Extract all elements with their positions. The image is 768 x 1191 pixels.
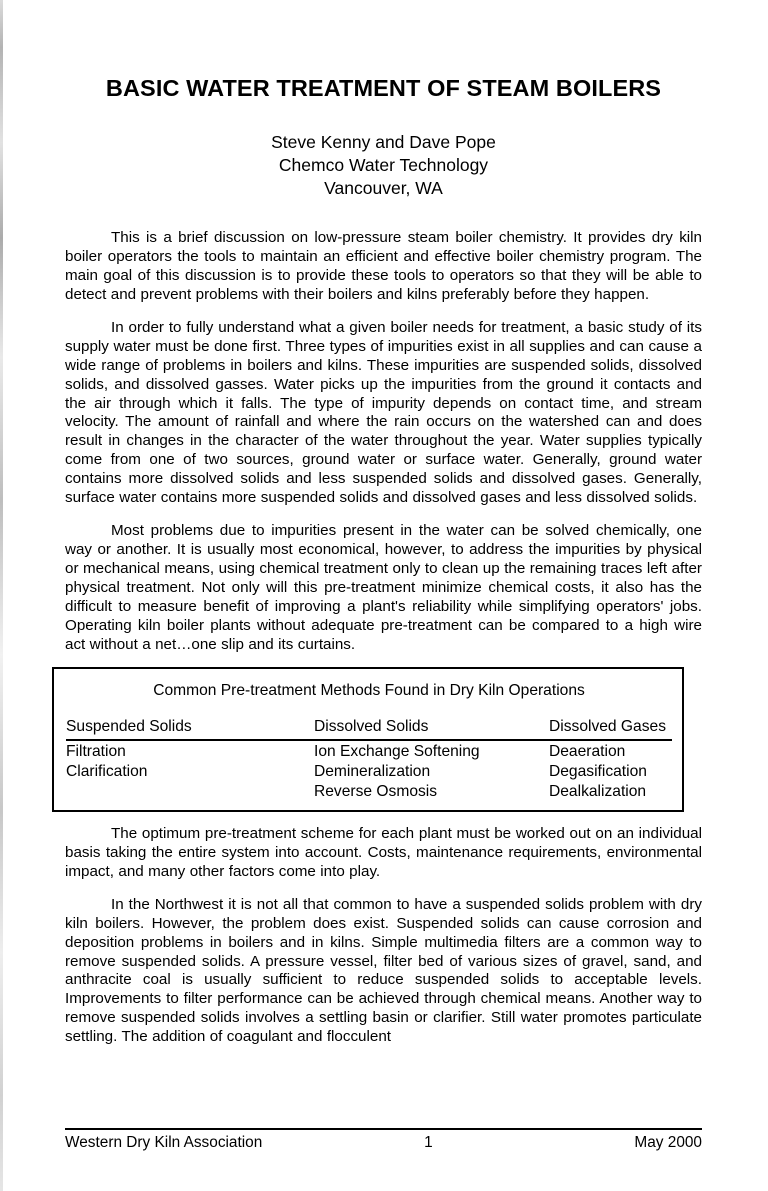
footer-row: [65, 1133, 702, 1152]
table-cell: Dealkalization: [549, 782, 647, 800]
table-column-header-dissolved-gases: Dissolved Gases: [549, 717, 672, 739]
paragraph-5: In the Northwest it is not all that common to have a suspended solids problem with dry kiln boilers. However, the problem does exist. Suspended solids can cause corrosion and deposition problems in boilers and in kilns. Simple multimedia filters are a common way to remove suspended solids. A pressure vessel, filter bed of various sizes of gravel, sand, and anthracite coal is usually sufficient to reduce suspended solids to acceptable levels. Improvements to filter performance can be achieved through chemical means. Another way to remove suspended solids involves a settling basin or clarifier. Still water promotes particulate settling. The addition of coagulant and flocculent: [65, 895, 702, 1046]
footer-page-number: 1: [424, 1134, 433, 1151]
paragraph-2: In order to fully understand what a given boiler needs for treatment, a basic study of its supply water must be done first. Three types of impurities exist in all supplies and can cause a wide range of problems in boilers and kilns. These impurities are suspended solids, dissolved solids, and dissolved gasses. Water picks up the impurities from the ground it contacts and the air through which it falls. The type of impurity depends on contact time, and stream velocity. The amount of rainfall and where the rain occurs on the watershed can and does result in changes in the character of the water throughout the year. Water supplies typically come from one of two sources, ground water or surface water. Generally, ground water contains more dissolved solids and less suspended solids and dissolved gases. Generally, surface water contains more suspended solids and dissolved gases and less dissolved solids.: [65, 318, 702, 507]
body-copy: [65, 200, 702, 1047]
table-cell: Reverse Osmosis: [314, 782, 438, 800]
document-page: [65, 0, 702, 1191]
table-header-row: [66, 717, 672, 739]
page-title: BASIC WATER TREATMENT OF STEAM BOILERS: [105, 75, 662, 101]
byline: [65, 102, 702, 200]
table-column-header-suspended-solids: Suspended Solids: [66, 717, 314, 739]
table-cell: [66, 781, 314, 801]
table-row: [66, 740, 672, 761]
table-cell: Ion Exchange Softening: [314, 742, 480, 760]
table-grid: [66, 717, 672, 801]
paragraph-4: The optimum pre-treatment scheme for each plant must be worked out on an individual basis taking the entire system into account. Costs, maintenance requirements, environmental impact, and many other factors come into play.: [65, 825, 702, 880]
byline-organization: Chemco Water Technology: [278, 154, 489, 175]
footer-organization: Western Dry Kiln Association: [65, 1134, 263, 1151]
byline-location: Vancouver, WA: [324, 178, 443, 199]
table-cell: Filtration: [66, 742, 126, 760]
table-column-header-dissolved-solids: Dissolved Solids: [314, 717, 549, 739]
table-cell: Demineralization: [314, 762, 431, 780]
table-cell: Clarification: [66, 762, 148, 780]
table-row: [66, 761, 672, 781]
scan-edge-artifact: [0, 0, 3, 1191]
byline-authors: Steve Kenny and Dave Pope: [271, 131, 496, 152]
table-caption: Common Pre-treatment Methods Found in Dry Kiln Operations: [153, 682, 585, 700]
table-row: [66, 781, 672, 801]
table-cell: Degasification: [549, 762, 647, 780]
page-footer: [65, 1128, 702, 1152]
paragraph-1: This is a brief discussion on low-pressure steam boiler chemistry. It provides dry kiln boiler operators the tools to maintain an efficient and effective boiler chemistry program. The main goal of this discussion is to provide these tools to operators so that they will be able to detect and prevent problems with their boilers and kilns preferably before they happen.: [65, 229, 702, 303]
table-cell: Deaeration: [549, 742, 626, 760]
paragraph-3: Most problems due to impurities present in the water can be solved chemically, one way or another. It is usually most economical, however, to address the impurities by physical or mechanical means, using chemical treatment only to clean up the remaining traces left after physical treatment. Not only will this pre-treatment minimize chemical costs, it also has the difficult to measure benefit of improving a plant's reliability while simplifying operators' jobs. Operating kiln boiler plants without adequate pre-treatment can be compared to a high wire act without a net…one slip and its curtains.: [65, 522, 702, 653]
footer-date: May 2000: [634, 1134, 702, 1151]
pretreatment-methods-table: [52, 667, 684, 812]
